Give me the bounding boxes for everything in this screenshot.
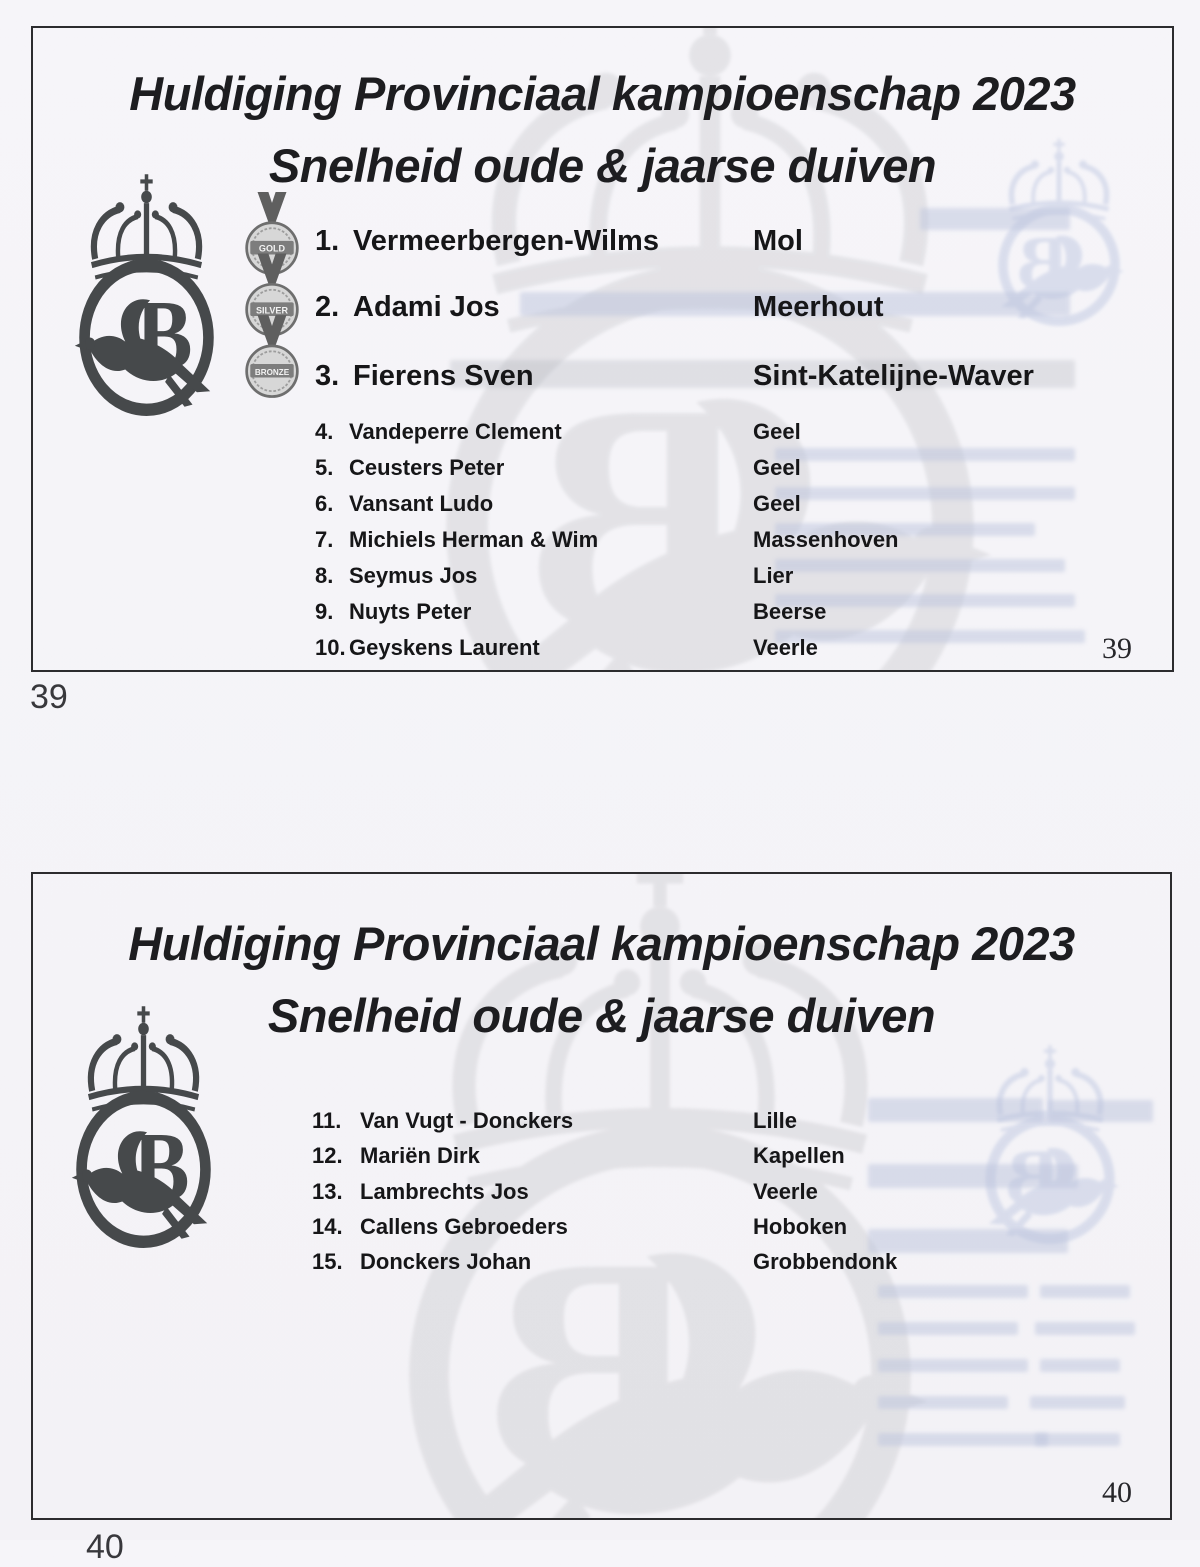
list-item-5 (33, 455, 1172, 481)
ghost-text-bar (878, 1396, 1008, 1409)
list-item-7 (33, 527, 1172, 553)
bronze-medal-label: BRONZE (254, 367, 290, 377)
place: Hoboken (753, 1214, 848, 1239)
sheet-number-clipped: 40 (86, 1528, 124, 1566)
place: Geel (753, 419, 801, 444)
page-title-line2: Snelheid oude & jaarse duiven (268, 139, 937, 192)
rank: 4. (315, 419, 334, 444)
ghost-text-bar (1040, 1359, 1120, 1372)
rank: 1. (315, 225, 340, 257)
place: Lille (753, 1108, 798, 1133)
fancier-name: Seymus Jos (349, 563, 478, 588)
fancier-name: Lambrechts Jos (360, 1179, 529, 1204)
ghost-text-bar (1035, 1433, 1120, 1446)
slide-page-number: 39 (1102, 632, 1132, 665)
list-item-4 (33, 419, 1172, 445)
list-item-9 (33, 599, 1172, 625)
gold-medal-label: GOLD (258, 243, 286, 254)
rank: 10. (315, 635, 346, 660)
fancier-name: Nuyts Peter (349, 599, 472, 624)
ghost-text-bar (1040, 1285, 1130, 1298)
fancier-name: Vandeperre Clement (349, 419, 562, 444)
place: Beerse (753, 599, 827, 624)
place: Veerle (753, 635, 818, 660)
ghost-text-bar (1030, 1396, 1125, 1409)
fancier-name: Vansant Ludo (349, 491, 494, 516)
place: Veerle (753, 1179, 818, 1204)
rank: 13. (312, 1179, 343, 1204)
list-item-13 (33, 1179, 1170, 1205)
ghost-text-bar (878, 1359, 1028, 1372)
fancier-name: Adami Jos (353, 291, 500, 323)
page-title-line1: Huldiging Provinciaal kampioenschap 2023 (128, 917, 1075, 970)
fancier-name: Callens Gebroeders (360, 1214, 568, 1239)
rank: 5. (315, 455, 334, 480)
podium-row-2 (33, 290, 1172, 325)
rank: 15. (312, 1249, 343, 1274)
place: Lier (753, 563, 794, 588)
place: Meerhout (753, 291, 884, 323)
rank: 14. (312, 1214, 343, 1239)
rank: 8. (315, 563, 334, 588)
fancier-name: Geyskens Laurent (349, 635, 540, 660)
rank: 3. (315, 360, 340, 392)
list-item-10 (33, 635, 1172, 661)
page-title-line1: Huldiging Provinciaal kampioenschap 2023 (129, 67, 1076, 120)
place: Geel (753, 491, 801, 516)
rank: 9. (315, 599, 334, 624)
fancier-name: Fierens Sven (353, 360, 534, 392)
list-item-15 (33, 1249, 1170, 1275)
fancier-name: Van Vugt - Donckers (360, 1108, 574, 1133)
podium-row-1 (33, 224, 1172, 259)
list-item-14 (33, 1214, 1170, 1240)
rank: 2. (315, 291, 340, 323)
page-title-line2: Snelheid oude & jaarse duiven (267, 989, 936, 1042)
sheet-number: 39 (30, 678, 68, 716)
fancier-name: Vermeerbergen-Wilms (353, 225, 659, 257)
fancier-name: Ceusters Peter (349, 455, 505, 480)
silver-medal-label: SILVER (255, 305, 289, 316)
place: Kapellen (753, 1143, 845, 1168)
list-item-12 (33, 1143, 1170, 1169)
championship-card-page-40 (31, 872, 1172, 1520)
podium-row-3 (33, 359, 1172, 394)
fancier-name: Donckers Johan (360, 1249, 532, 1274)
fancier-name: Michiels Herman & Wim (349, 527, 599, 552)
place: Geel (753, 455, 801, 480)
ghost-text-bar (878, 1322, 1018, 1335)
list-item-11 (33, 1108, 1170, 1134)
place: Sint-Katelijne-Waver (753, 360, 1034, 392)
place: Grobbendonk (753, 1249, 898, 1274)
rank: 6. (315, 491, 334, 516)
ghost-text-bar (878, 1285, 1028, 1298)
list-item-8 (33, 563, 1172, 589)
rank: 7. (315, 527, 334, 552)
list-item-6 (33, 491, 1172, 517)
rank: 12. (312, 1143, 343, 1168)
place: Massenhoven (753, 527, 899, 552)
rank: 11. (312, 1108, 342, 1133)
ghost-text-bar (1035, 1322, 1135, 1335)
fancier-name: Mariën Dirk (360, 1143, 480, 1168)
ghost-text-bar (878, 1433, 1048, 1446)
slide-page-number: 40 (1102, 1476, 1132, 1509)
place: Mol (753, 225, 803, 257)
championship-card-page-39 (31, 26, 1174, 672)
